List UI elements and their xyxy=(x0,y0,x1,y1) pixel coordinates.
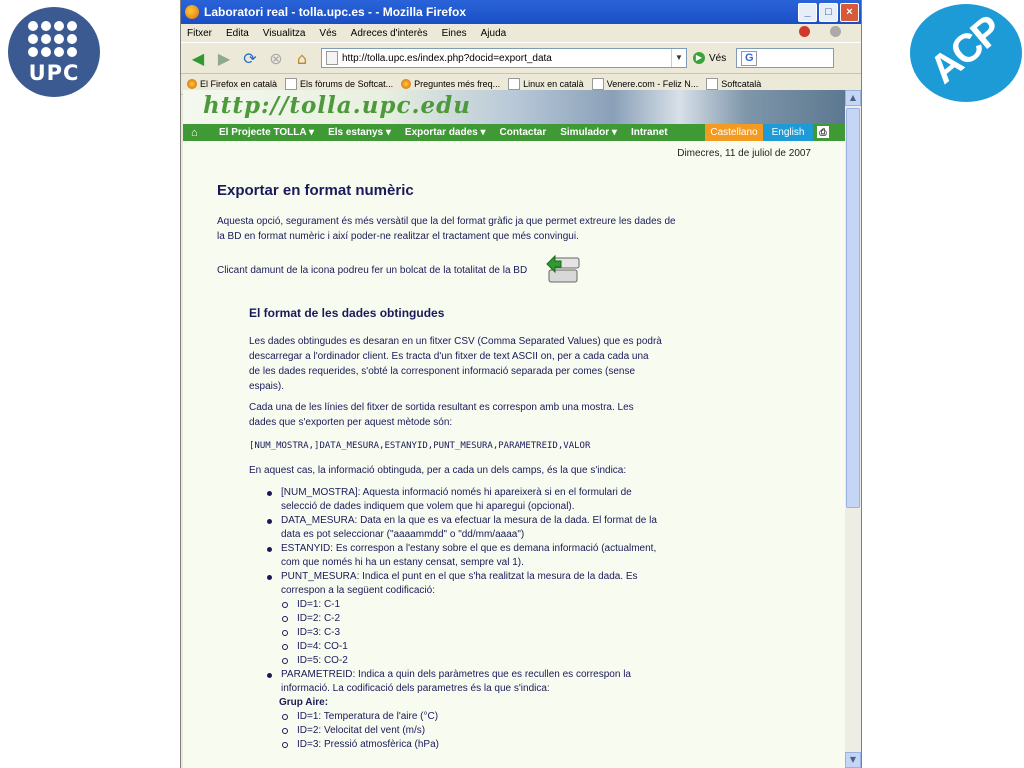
upc-logo xyxy=(8,7,100,97)
site-nav-menu xyxy=(183,124,845,141)
menu-eines[interactable]: Eines xyxy=(441,27,467,39)
upc-logo-dots xyxy=(28,21,80,57)
scroll-thumb[interactable] xyxy=(846,108,860,508)
punt-code-item: ID=2: C-2 xyxy=(263,612,683,626)
date-label: Dimecres, 11 de juliol de 2007 xyxy=(677,148,811,159)
menu-visualitza[interactable]: Visualitza xyxy=(262,27,306,39)
list-item: DATA_MESURA: Data en la que es va efectuar la mesura de la dada. El format de la data es pot seleccionar ("aaaammdd" o "dd/mm/aaaa") xyxy=(263,514,683,542)
back-icon[interactable]: ◀ xyxy=(191,48,205,68)
click-instruction: Clicant damunt de la icona podreu fer un bolcat de la totalitat de la BD xyxy=(217,265,528,276)
bookmark-item[interactable]: El Firefox en català xyxy=(187,79,277,89)
fields-list xyxy=(263,486,683,752)
menu-edita[interactable]: Edita xyxy=(226,27,249,39)
nav-contactar[interactable]: Contactar xyxy=(499,127,547,138)
bookmark-item[interactable]: Linux en català xyxy=(508,78,584,90)
nav-estanys[interactable]: Els estanys ▾ xyxy=(328,127,391,138)
page-icon xyxy=(326,51,338,65)
go-label: Vés xyxy=(709,52,727,64)
close-button[interactable]: × xyxy=(840,3,859,22)
print-icon[interactable]: ⎙ xyxy=(817,126,829,138)
stop-icon[interactable]: ⊗ xyxy=(269,48,283,68)
acp-logo xyxy=(910,4,1022,102)
paragraph-csv: Les dades obtingudes es desaran en un fitxer CSV (Comma Separated Values) que es podrà descarregar a l'ordinador client. Es tracta d'un fitxer de text ASCII on, per a cada cada una de les dades requerides, s'obté la corresponent informació separada per comes (sense espais). xyxy=(249,336,662,392)
bookmark-item[interactable]: Venere.com - Feliz N... xyxy=(592,78,699,90)
site-url-banner[interactable]: http://tolla.upc.edu xyxy=(203,92,471,119)
site-banner xyxy=(183,90,845,124)
forward-icon[interactable]: ▶ xyxy=(217,48,231,68)
database-download-icon[interactable] xyxy=(545,254,583,288)
paragraph-fields: En aquest cas, la informació obtinguda, per a cada un dels camps, és la que s'indica: xyxy=(249,465,627,476)
navigation-toolbar xyxy=(181,42,861,73)
punt-code-item: ID=1: C-1 xyxy=(263,598,683,612)
lang-english-button[interactable]: English xyxy=(763,124,813,141)
chevron-down-icon[interactable]: ▼ xyxy=(671,49,686,67)
stop-round-icon[interactable] xyxy=(799,26,810,37)
nav-intranet[interactable]: Intranet xyxy=(630,127,668,138)
list-item: PUNT_MESURA: Indica el punt en el que s'ha realitzat la mesura de la dada. Es correspon a la següent codificació: xyxy=(263,570,683,598)
menu-adreces[interactable]: Adreces d'interès xyxy=(350,27,428,39)
home-icon[interactable]: ⌂ xyxy=(296,48,308,68)
punt-code-item: ID=4: CO-1 xyxy=(263,640,683,654)
url-text[interactable]: http://tolla.upc.es/index.php?docid=export_data xyxy=(342,52,552,64)
nav-exportar[interactable]: Exportar dades ▾ xyxy=(404,127,486,138)
home-icon[interactable]: ⌂ xyxy=(191,126,198,139)
upc-logo-text: UPC xyxy=(28,61,80,85)
list-item: [NUM_MOSTRA]: Aquesta informació només hi apareixerà si en el formulari de selecció de dades indiquem que volem que hi aparegui (opcional). xyxy=(263,486,683,514)
fields-line: [NUM_MOSTRA,]DATA_MESURA,ESTANYID,PUNT_MESURA,PARAMETREID,VALOR xyxy=(249,441,591,451)
throbber-icon xyxy=(830,26,841,37)
list-item: ESTANYID: Es correspon a l'estany sobre el que es demana informació (actualment, com que només hi ha un estany censat, sempre val 1). xyxy=(263,542,683,570)
nav-simulador[interactable]: Simulador ▾ xyxy=(560,127,617,138)
air-code-item: ID=2: Velocitat del vent (m/s) xyxy=(263,724,683,738)
search-input[interactable] xyxy=(736,48,834,68)
page-icon xyxy=(706,78,718,90)
google-icon: G xyxy=(741,51,757,66)
punt-code-item: ID=5: CO-2 xyxy=(263,654,683,668)
paragraph-lines: Cada una de les línies del fitxer de sortida resultant es correspon amb una mostra. Les dades que s'exporten per aquest mètode són: xyxy=(249,402,634,428)
reload-icon[interactable]: ⟳ xyxy=(243,48,257,68)
go-icon: ▶ xyxy=(693,52,705,64)
bookmark-item[interactable]: Preguntes més freq... xyxy=(401,79,500,89)
menu-bar xyxy=(181,24,861,42)
page-icon xyxy=(592,78,604,90)
firefox-icon xyxy=(401,79,411,89)
url-bar[interactable] xyxy=(321,48,687,68)
air-code-item: ID=3: Pressió atmosfèrica (hPa) xyxy=(263,738,683,752)
section-heading: El format de les dades obtingudes xyxy=(249,306,445,320)
menu-fitxer[interactable]: Fitxer xyxy=(187,27,212,39)
scroll-up-icon[interactable]: ▲ xyxy=(845,90,861,106)
nav-projecte[interactable]: El Projecte TOLLA ▾ xyxy=(219,127,315,138)
group-heading: Grup Aire: xyxy=(279,697,329,708)
bookmark-item[interactable]: Els fòrums de Softcat... xyxy=(285,78,393,90)
intro-line-1: Aquesta opció, segurament és més versàtil que la del format gràfic ja que permet extreure les dades de xyxy=(217,216,676,227)
page-content xyxy=(183,90,845,768)
page-title: Exportar en format numèric xyxy=(217,182,414,199)
menu-ajuda[interactable]: Ajuda xyxy=(480,27,507,39)
punt-code-item: ID=3: C-3 xyxy=(263,626,683,640)
maximize-button[interactable]: □ xyxy=(819,3,838,22)
firefox-icon xyxy=(185,5,199,19)
title-bar[interactable] xyxy=(181,0,861,24)
firefox-icon xyxy=(187,79,197,89)
vertical-scrollbar[interactable] xyxy=(845,90,861,768)
air-code-item: ID=1: Temperatura de l'aire (°C) xyxy=(263,710,683,724)
acp-logo-text: ACP xyxy=(921,8,1010,93)
window-title: Laboratori real - tolla.upc.es - - Mozilla Firefox xyxy=(204,5,467,19)
browser-window xyxy=(180,0,862,768)
go-button[interactable] xyxy=(693,52,726,64)
lang-castellano-button[interactable]: Castellano xyxy=(705,124,763,141)
menu-ves[interactable]: Vés xyxy=(319,27,337,39)
intro-line-2: la BD en format numèric i així poder-ne realitzar el tractament que més convingui. xyxy=(217,231,579,242)
scroll-down-icon[interactable]: ▼ xyxy=(845,752,861,768)
page-icon xyxy=(508,78,520,90)
list-item: PARAMETREID: Indica a quin dels paràmetres que es recullen es correspon la informació. La codificació dels parametres és la que s'indica: xyxy=(263,668,683,696)
bookmark-item[interactable]: Softcatalà xyxy=(706,78,761,90)
minimize-button[interactable]: _ xyxy=(798,3,817,22)
page-icon xyxy=(285,78,297,90)
